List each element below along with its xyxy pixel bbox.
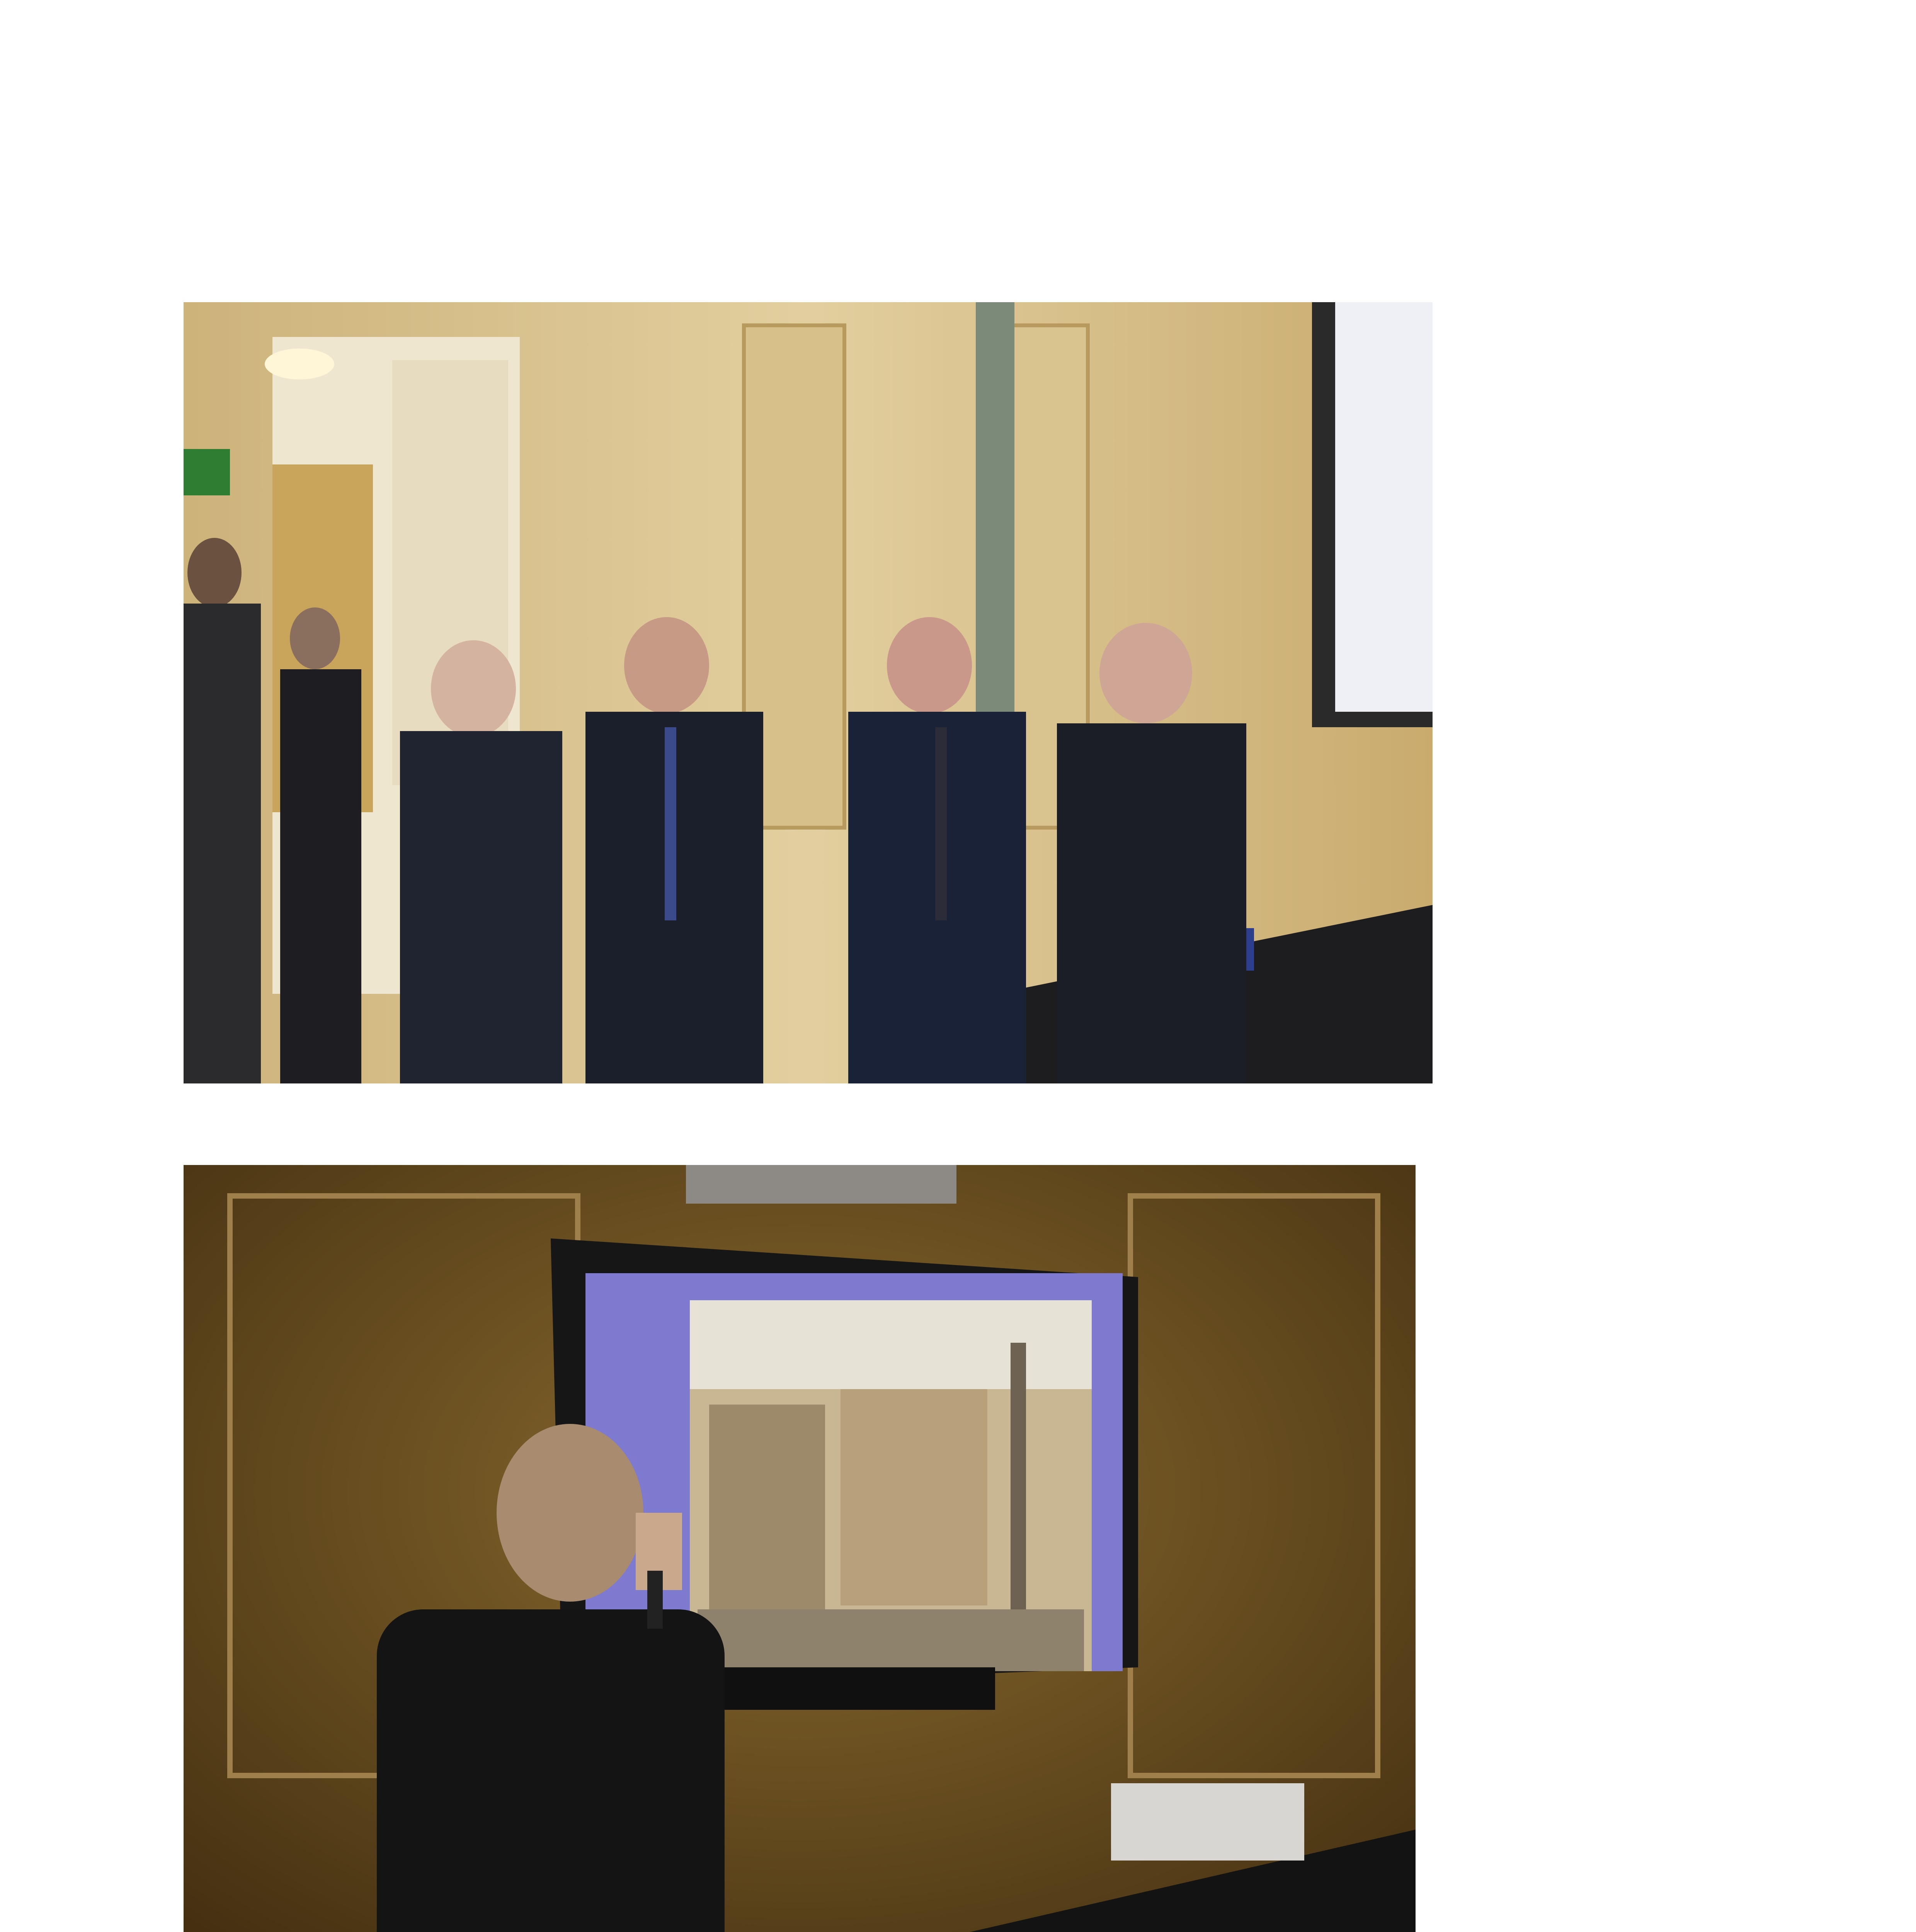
presentation-photo (184, 1165, 1416, 1932)
presentation-photo-image (184, 1165, 1416, 1932)
ceremony-photo (184, 302, 1433, 1083)
ceremony-photo-image (184, 302, 1433, 1083)
